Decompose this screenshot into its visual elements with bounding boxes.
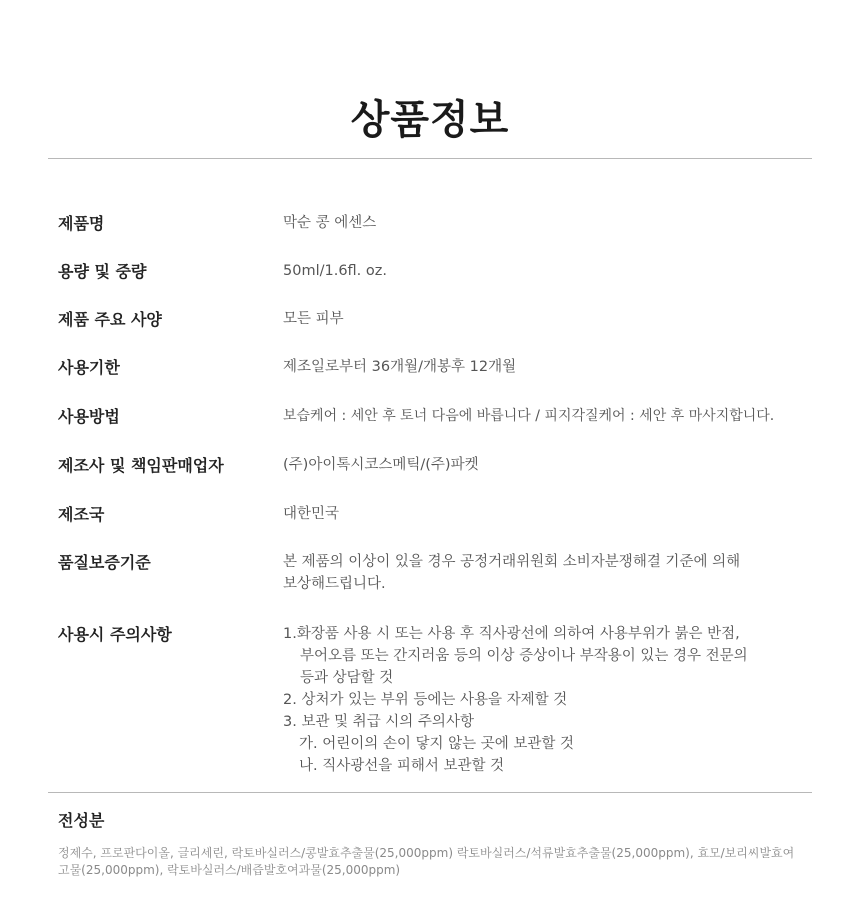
quality-line: 본 제품의 이상이 있을 경우 공정거래위원회 소비자분쟁해결 기준에 의해 (283, 554, 741, 570)
info-value: 모든 피부 (283, 311, 344, 327)
info-value: (주)아이톡시코스메틱/(주)파켓 (283, 457, 479, 473)
info-label: 제조국 (58, 505, 105, 524)
caution-line: 2. 상처가 있는 부위 등에는 사용을 자제할 것 (283, 692, 568, 708)
ingredients-text: 정제수, 프로판다이올, 글리세린, 락토바실러스/콩발효추출물(25,000ppm) 락토바실러스/석류발효추출물(25,000ppm), 효모/보리씨발효여고물(25,000ppm), 락토바실러스/배즙발호여과물(25,000ppm) (58, 846, 795, 877)
info-value: 막순 콩 에센스 (283, 215, 377, 231)
info-label: 용량 및 중량 (58, 262, 147, 281)
caution-line: 3. 보관 및 취급 시의 주의사항 (283, 714, 474, 730)
page-title: 상품정보 (350, 97, 510, 143)
info-label: 사용방법 (58, 407, 120, 426)
caution-line: 부어오름 또는 간지러움 등의 이상 증상이나 부작용이 있는 경우 전문의 (300, 648, 748, 664)
info-label: 제품 주요 사양 (58, 310, 162, 329)
caution-line: 등과 상담할 것 (300, 670, 394, 686)
top-divider (48, 158, 812, 159)
info-value: 대한민국 (283, 506, 340, 522)
info-value: 50ml/1.6fl. oz. (283, 263, 387, 279)
info-label: 제품명 (58, 214, 105, 233)
caution-line: 1.화장품 사용 시 또는 사용 후 직사광선에 의하여 사용부위가 붉은 반점, (283, 626, 740, 642)
info-value (283, 623, 748, 777)
caution-line: 나. 직사광선을 피해서 보관할 것 (299, 758, 505, 774)
bottom-divider (48, 792, 812, 793)
info-label: 사용기한 (58, 358, 120, 377)
info-label: 제조사 및 책임판매업자 (58, 456, 224, 475)
info-label: 품질보증기준 (58, 553, 151, 572)
info-value (283, 551, 740, 595)
info-value: 보습케어 : 세안 후 토너 다음에 바릅니다 / 피지각질케어 : 세안 후 마사지합니다. (283, 408, 775, 424)
info-label: 사용시 주의사항 (58, 625, 172, 644)
ingredients-title: 전성분 (58, 811, 105, 830)
info-value: 제조일로부터 36개월/개봉후 12개월 (283, 359, 517, 375)
quality-line: 보상해드립니다. (283, 576, 386, 592)
caution-line: 가. 어린이의 손이 닿지 않는 곳에 보관할 것 (299, 736, 574, 752)
